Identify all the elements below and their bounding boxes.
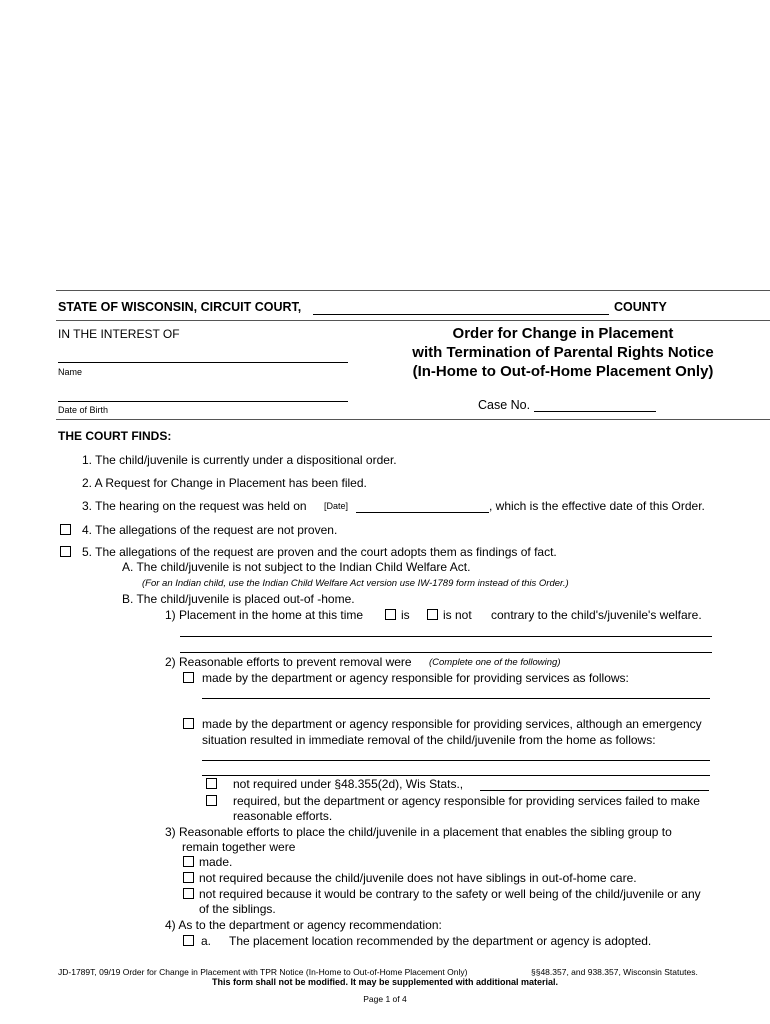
finding-3-text: 3. The hearing on the request was held on [82,499,307,513]
b1-text: 1) Placement in the home at this time [165,608,364,622]
b2-opt1-line[interactable] [202,698,710,699]
b2-opt2-text-1: made by the department or agency responsible for providing services, although an emergency [202,717,702,731]
county-name-field[interactable] [313,314,609,315]
b1-explain-line-2[interactable] [180,652,712,653]
b3-opt2-text: not required because the child/juvenile does not have siblings in out-of-home care. [199,871,637,885]
top-rule [56,290,770,291]
finding-5: 5. The allegations of the request are proven and the court adopts them as findings of fact. [82,545,557,559]
finding-5a: A. The child/juvenile is not subject to the Indian Child Welfare Act. [122,560,471,574]
b1-explain-line-1[interactable] [180,636,712,637]
case-no-label: Case No. [478,398,531,412]
case-no-field[interactable] [534,411,656,412]
b4-a-checkbox[interactable] [183,935,194,946]
b1-is-not-checkbox[interactable] [427,609,438,620]
name-label: Name [58,367,83,377]
b2-sub1-field[interactable] [480,790,709,791]
b2-opt2-line-1[interactable] [202,760,710,761]
b3-opt1-checkbox[interactable] [183,856,194,867]
b2-sub2-text-2: reasonable efforts. [233,809,333,823]
b1-is-not-label: is not [443,608,472,622]
b3-text-1: 3) Reasonable efforts to place the child/juvenile in a placement that enables the sibling group to [165,825,672,839]
header-rule [56,320,770,321]
b2-sub1-checkbox[interactable] [206,778,217,789]
b2-opt1-text: made by the department or agency responsible for providing services as follows: [202,671,629,685]
b2-opt2-text-2: situation resulted in immediate removal of the child/juvenile from the home as follows: [202,733,656,747]
form-title-line1: Order for Change in Placement [452,325,674,342]
b2-note: (Complete one of the following) [429,657,561,668]
dob-field[interactable] [58,401,348,402]
form-title-line2: with Termination of Parental Rights Notice [412,344,714,361]
caption-rule [56,419,770,420]
finding-4: 4. The allegations of the request are not proven. [82,523,338,537]
county-label: COUNTY [614,300,667,314]
hearing-date-field[interactable] [356,512,489,513]
footer-notice: This form shall not be modified. It may be supplemented with additional material. [211,977,559,987]
b2-opt2-line-2[interactable] [202,775,710,776]
finding-3-post: , which is the effective date of this Order. [489,499,705,513]
b3-opt3-text-2: of the siblings. [199,902,276,916]
footer-form-id: JD-1789T, 09/19 Order for Change in Placement with TPR Notice (In-Home to Out-of-Home Placement Only) [58,967,468,977]
b4-text: 4) As to the department or agency recommendation: [165,918,442,932]
b4-a-text: The placement location recommended by the department or agency is adopted. [229,934,652,948]
footer-statutes: §§48.357, and 938.357, Wisconsin Statutes. [531,967,698,977]
b2-sub2-text-1: required, but the department or agency responsible for providing services failed to make [233,794,700,808]
state-court-label: STATE OF WISCONSIN, CIRCUIT COURT, [58,300,302,314]
b1-is-label: is [401,608,410,622]
finding-5b: B. The child/juvenile is placed out-of -home. [122,592,355,606]
b3-opt1-text: made. [199,855,233,869]
finding-1: 1. The child/juvenile is currently under a dispositional order. [82,453,397,467]
b2-sub1-text: not required under §48.355(2d), Wis Stats., [233,777,464,791]
b4-a-letter: a. [201,934,212,948]
b2-opt2-checkbox[interactable] [183,718,194,729]
finding-2: 2. A Request for Change in Placement has been filed. [82,476,367,490]
b3-opt3-checkbox[interactable] [183,888,194,899]
b2-text: 2) Reasonable efforts to prevent removal were [165,655,412,669]
finding-4-checkbox[interactable] [60,524,71,535]
finding-5a-note: (For an Indian child, use the Indian Child Welfare Act version use IW-1789 form instead of this Order.) [142,578,569,589]
court-finds-heading: THE COURT FINDS: [58,429,172,443]
name-field[interactable] [58,362,348,363]
b1-is-checkbox[interactable] [385,609,396,620]
b3-text-2: remain together were [182,840,296,854]
page-number: Page 1 of 4 [363,994,407,1004]
in-interest-of-label: IN THE INTEREST OF [58,327,180,341]
form-title-line3: (In-Home to Out-of-Home Placement Only) [412,363,714,380]
b3-opt2-checkbox[interactable] [183,872,194,883]
dob-label: Date of Birth [58,405,109,415]
finding-3-date-tag: [Date] [324,501,349,511]
b2-opt1-checkbox[interactable] [183,672,194,683]
b3-opt3-text-1: not required because it would be contrary to the safety or well being of the child/juvenile or any [199,887,701,901]
b1-post-text: contrary to the child's/juvenile's welfare. [491,608,702,622]
finding-5-checkbox[interactable] [60,546,71,557]
b2-sub2-checkbox[interactable] [206,795,217,806]
